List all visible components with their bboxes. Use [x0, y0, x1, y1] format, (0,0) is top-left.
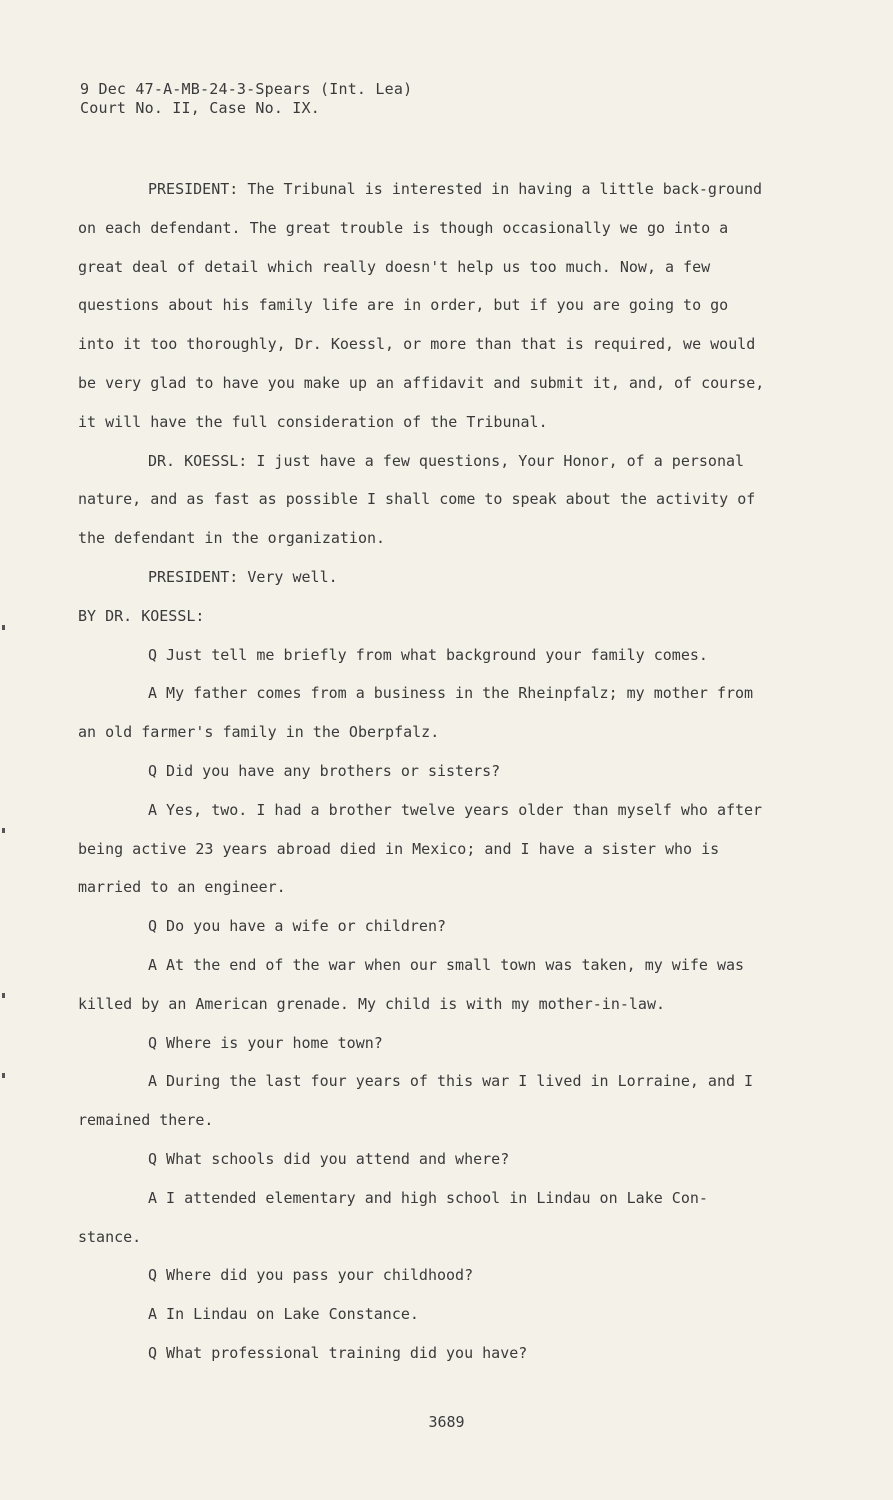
answer: A At the end of the war when our small town was taken, my wife was killed by an American grenade. My child is with my mother-in-law. — [78, 955, 745, 1013]
document-header — [80, 80, 412, 118]
president-statement: PRESIDENT: The Tribunal is interested in having a little back-ground on each defendant. The great trouble is though occasionally we go into a great deal of detail which really doesn't help us too much. Now, a few questions about his family life are in order, but if you are going to go into it too thoroughly, Dr. Koessl, or more than that is required, we would be very glad to have you make up an affidavit and submit it, and, of course, it will have the full consideration of the Tribunal. — [78, 180, 765, 431]
margin-punch-mark — [2, 993, 5, 998]
header-court-line: Court No. II, Case No. IX. — [80, 99, 320, 117]
question: Q Where is your home town? — [148, 1033, 383, 1052]
answer: A In Lindau on Lake Constance. — [148, 1305, 419, 1324]
answer: A I attended elementary and high school in Lindau on Lake Con-stance. — [78, 1188, 708, 1246]
president-reply: PRESIDENT: Very well. — [148, 567, 338, 586]
header-reference-line: 9 Dec 47-A-MB-24-3-Spears (Int. Lea) — [80, 80, 413, 98]
answer: A During the last four years of this war I lived in Lorraine, and I remained there. — [78, 1072, 754, 1130]
margin-punch-mark — [2, 625, 5, 630]
page-number: 3689 — [428, 1413, 465, 1431]
transcript-body — [78, 170, 768, 1373]
examination-heading: BY DR. KOESSL: — [78, 606, 205, 625]
question: Q What schools did you attend and where? — [148, 1149, 510, 1168]
question: Q Just tell me briefly from what background your family comes. — [148, 645, 708, 664]
koessl-statement: DR. KOESSL: I just have a few questions, Your Honor, of a personal nature, and as fast as possible I shall come to speak about the activity of the defendant in the organization. — [78, 451, 756, 548]
margin-punch-mark — [2, 1073, 5, 1078]
question: Q Do you have a wife or children? — [148, 917, 447, 936]
answer: A My father comes from a business in the Rheinpfalz; my mother from an old farmer's family in the Oberpfalz. — [78, 684, 754, 742]
question: Q Did you have any brothers or sisters? — [148, 761, 501, 780]
answer: A Yes, two. I had a brother twelve years older than myself who after being active 23 years abroad died in Mexico; and I have a sister who is married to an engineer. — [78, 800, 763, 897]
question: Q Where did you pass your childhood? — [148, 1266, 474, 1285]
margin-punch-mark — [2, 828, 5, 833]
question: Q What professional training did you have? — [148, 1343, 528, 1362]
